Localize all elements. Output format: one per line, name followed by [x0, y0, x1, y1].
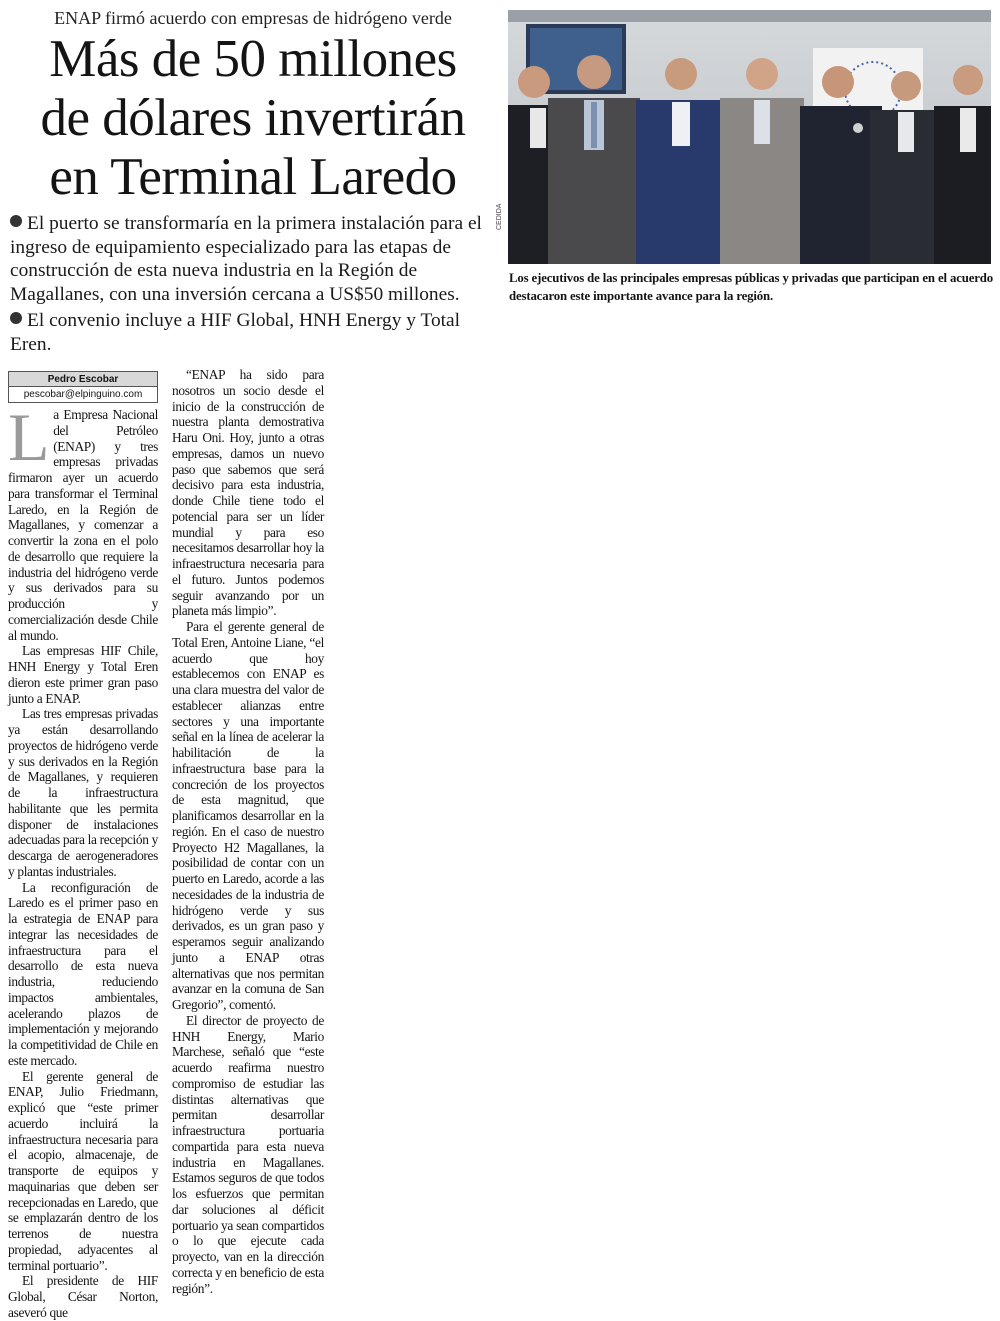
author-name: Pedro Escobar [9, 372, 157, 387]
headline-line-3: en Terminal Laredo [49, 148, 457, 206]
drop-cap: L [8, 399, 50, 475]
article-column-1 [8, 399, 158, 1321]
photo-credit: CEDIDA [496, 203, 503, 230]
headline-line-2: de dólares invertirán [40, 89, 466, 147]
article-headline [6, 30, 500, 207]
body-paragraph: Para el gerente general de Total Eren, Antoine Liane, “el acuerdo que hoy establecemos con ENAP es una clara muestra del valor de establecer alianzas entre sectores y una importante señal en la línea de acelerar la habilitación de la infraestructura base para la concreción de los proyectos de esta magnitud, que planificamos desarrollar en la región. En el caso de nuestro Proyecto H2 Magallanes, la posibilidad de contar con un puerto en Laredo, acorde a las necesidades de la industria de hidrógeno verde y sus derivados, es un gran paso y esperamos seguir analizando junto a ENAP otras alternativas que nos permitan avanzar en la comuna de San Gregorio”, comentó. [172, 619, 324, 1012]
bullet-dot-icon [10, 215, 22, 227]
group-photo-illustration [508, 10, 991, 264]
body-paragraph: “ENAP ha sido para nosotros un socio desde el inicio de la construcción de nuestra planta demostrativa Haru Oni. Hoy, junto a otras empresas, damos un nuevo paso que sabemos que será decisivo para esta industria, donde Chile tiene todo el potencial para ser un líder mundial y para eso necesitamos desarrollar hoy la infraestructura necesaria para el futuro. Juntos podemos seguir avanzando por un planeta más limpio”. [172, 367, 324, 619]
summary-bullet-text: El puerto se transformaría en la primera instalación para el ingreso de equipamiento especializado para las etapas de construcción de esta nueva industria en la Región de Magallanes, con una inversión cercana a US$50 millones. [10, 213, 482, 305]
summary-bullet-1 [10, 212, 500, 306]
body-paragraph: El director de proyecto de HNH Energy, Mario Marchese, señaló que “este acuerdo reafirma nuestro compromiso de estudiar las distintas alternativas que permitan desarrollar infraestructura portuaria compartida para esta nueva industria en Magallanes. Estamos seguros de que todos los esfuerzos que permitan dar soluciones al déficit portuario ya sean compartidos o lo que ejecute cada proyecto, van en la dirección correcta y en beneficio de esta región”. [172, 1012, 324, 1296]
body-paragraph: La reconfiguración de Laredo es el primer paso en la estrategia de ENAP para integrar las necesidades de infraestructura para el desarrollo de esta nueva industria, reduciendo impactos ambientales, acelerando plazos de implementación y mejorando la competitividad de Chile en este mercado. [8, 879, 158, 1068]
summary-bullet-text: El convenio incluye a HIF Global, HNH Energy y Total Eren. [10, 310, 461, 355]
body-paragraph: Las empresas HIF Chile, HNH Energy y Total Eren dieron este primer gran paso junto a ENAP. [8, 643, 158, 706]
body-paragraph: La Empresa Nacional del Petróleo (ENAP) y tres empresas privadas firmaron ayer un acuerdo para transformar el Terminal Laredo, en la Región de Magallanes, y comenzar a convertir la zona en el polo de desarrollo que requiere la industria del hidrógeno verde y sus derivados para su producción y comercialización desde Chile al mundo. [8, 399, 158, 643]
summary-bullet-2 [10, 309, 500, 356]
body-paragraph: Las tres empresas privadas ya están desarrollando proyectos de hidrógeno verde y sus derivados en la Región de Magallanes, y requieren de la infraestructura habilitante que les permita disponer de instalaciones adecuadas para la recepción y descarga de aerogeneradores y plantas industriales. [8, 706, 158, 879]
article-kicker: ENAP firmó acuerdo con empresas de hidrógeno verde [54, 8, 452, 28]
headline-line-1: Más de 50 millones [49, 30, 457, 88]
article-column-2 [172, 367, 324, 1296]
article-photo [508, 10, 991, 264]
bullet-dot-icon [10, 312, 22, 324]
body-paragraph: El gerente general de ENAP, Julio Friedmann, explicó que “este primer acuerdo incluirá la infraestructura necesaria para el acopio, almacenaje, de transporte de equipos y maquinarias que deben ser recepcionadas en Laredo, que se emplazarán dentro de los terrenos de nuestra propiedad, adyacentes al terminal portuario”. [8, 1068, 158, 1273]
author-email[interactable]: pescobar@elpinguino.com [23, 389, 143, 400]
photo-caption: Los ejecutivos de las principales empresas públicas y privadas que participan en el acuerdo destacaron este importante avance para la región. [509, 271, 993, 303]
body-paragraph: El presidente de HIF Global, César Norton, aseveró que [8, 1273, 158, 1320]
